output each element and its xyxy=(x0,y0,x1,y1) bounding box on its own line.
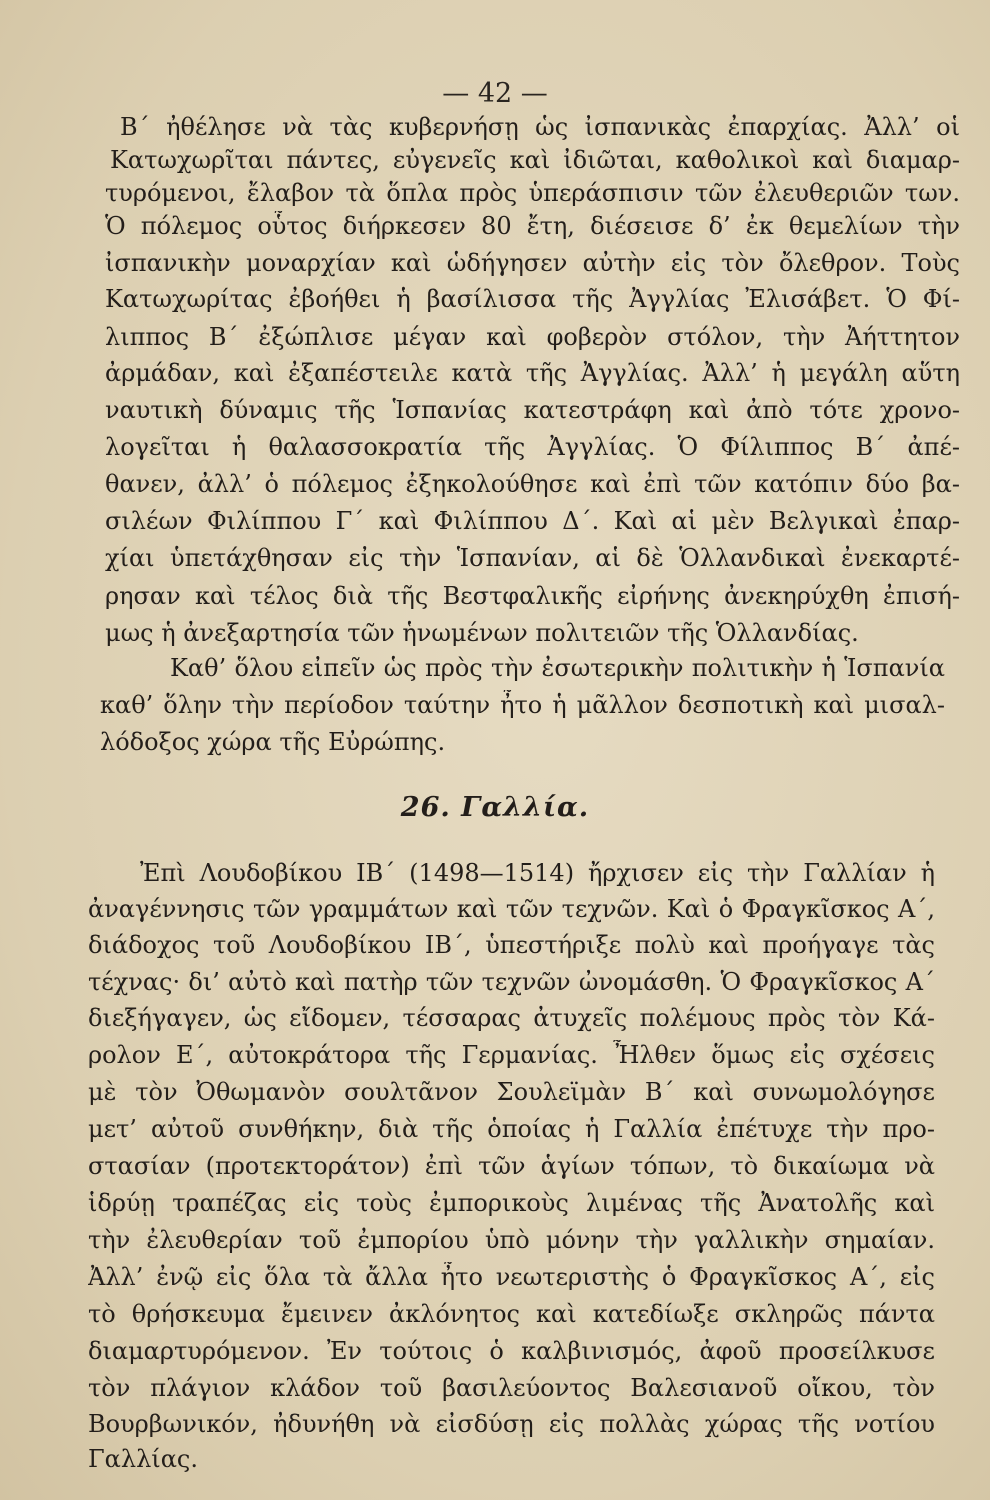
text-line: μως ἡ ἀνεξαρτησία τῶν ἡνωμένων πολιτειῶν τῆς Ὁλλανδίας. xyxy=(105,619,859,647)
text-line: διάδοχος τοῦ Λουδοβίκου ΙΒ΄, ὑπεστήριξε πολὺ καὶ προήγαγε τὰς xyxy=(88,931,935,959)
text-line: ναυτικὴ δύναμις τῆς Ἱσπανίας κατεστράφη καὶ ἀπὸ τότε χρονο- xyxy=(105,396,960,424)
text-line: ρολον Ε΄, αὐτοκράτορα τῆς Γερμανίας. Ἦλθεν ὅμως εἰς σχέσεις xyxy=(88,1041,935,1069)
text-line: ἀναγέννησις τῶν γραμμάτων καὶ τῶν τεχνῶν. Καὶ ὁ Φραγκῖσκος Α΄, xyxy=(88,895,935,923)
text-line: τυρόμενοι, ἔλαβον τὰ ὅπλα πρὸς ὑπεράσπισιν τῶν ἐλευθεριῶν των. xyxy=(105,179,960,207)
text-line: Κατωχωρίτας ἐβοήθει ἡ βασίλισσα τῆς Ἀγγλίας Ἐλισάβετ. Ὁ Φί- xyxy=(105,285,960,313)
text-line: χίαι ὑπετάχθησαν εἰς τὴν Ἱσπανίαν, αἱ δὲ Ὁλλανδικαὶ ἐνεκαρτέ- xyxy=(105,544,960,572)
text-line: Κατωχωρῖται πάντες, εὐγενεῖς καὶ ἰδιῶται, καθολικοὶ καὶ διαμαρ- xyxy=(110,146,960,174)
text-line: λογεῖται ἡ θαλασσοκρατία τῆς Ἀγγλίας. Ὁ Φίλιππος Β΄ ἀπέ- xyxy=(105,433,960,461)
text-line: θανεν, ἀλλ’ ὁ πόλεμος ἐξηκολούθησε καὶ ἐπὶ τῶν κατόπιν δύο βα- xyxy=(105,470,960,498)
text-line: Γαλλίας. xyxy=(88,1445,198,1473)
text-line: Β΄ ἠθέλησε νὰ τὰς κυβερνήσῃ ὡς ἰσπανικὰς ἐπαρχίας. Ἀλλ’ οἱ xyxy=(120,113,960,141)
text-line: ἀρμάδαν, καὶ ἐξαπέστειλε κατὰ τῆς Ἀγγλίας. Ἀλλ’ ἡ μεγάλη αὕτη xyxy=(105,359,960,387)
text-line: Ἀλλ’ ἐνῷ εἰς ὅλα τὰ ἄλλα ἦτο νεωτεριστὴς ὁ Φραγκῖσκος Α΄, εἰς xyxy=(88,1263,935,1291)
text-line: Ἐπὶ Λουδοβίκου ΙΒ΄ (1498—1514) ἤρχισεν εἰς τὴν Γαλλίαν ἡ xyxy=(140,859,935,887)
text-line: ρησαν καὶ τέλος διὰ τῆς Βεστφαλικῆς εἰρήνης ἀνεκηρύχθη ἐπισή- xyxy=(105,582,960,610)
text-line: τὸ θρήσκευμα ἔμεινεν ἀκλόνητος καὶ κατεδίωξε σκληρῶς πάντα xyxy=(88,1300,935,1328)
text-line: καθ’ ὅλην τὴν περίοδον ταύτην ἦτο ἡ μᾶλλον δεσποτικὴ καὶ μισαλ- xyxy=(100,691,945,719)
text-line: τὴν ἐλευθερίαν τοῦ ἐμπορίου ὑπὸ μόνην τὴν γαλλικὴν σημαίαν. xyxy=(88,1226,935,1254)
section-heading: 26. Γαλλία. xyxy=(400,792,590,823)
text-line: ἱδρύῃ τραπέζας εἰς τοὺς ἐμπορικοὺς λιμένας τῆς Ἀνατολῆς καὶ xyxy=(88,1189,935,1217)
text-line: τὸν πλάγιον κλάδον τοῦ βασιλεύοντος Βαλεσιανοῦ οἴκου, τὸν xyxy=(88,1374,935,1402)
text-line: τέχνας· δι’ αὐτὸ καὶ πατὴρ τῶν τεχνῶν ὠνομάσθη. Ὁ Φραγκῖσκος Α΄ xyxy=(88,968,935,996)
page-number: — 42 — xyxy=(442,78,548,109)
text-line: Καθ’ ὅλου εἰπεῖν ὡς πρὸς τὴν ἐσωτερικὴν πολιτικὴν ἡ Ἱσπανία xyxy=(170,654,945,682)
text-line: μετ’ αὐτοῦ συνθήκην, διὰ τῆς ὁποίας ἡ Γαλλία ἐπέτυχε τὴν προ- xyxy=(88,1115,935,1143)
text-line: διαμαρτυρόμενον. Ἐν τούτοις ὁ καλβινισμός, ἀφοῦ προσείλκυσε xyxy=(88,1337,935,1365)
text-line: μὲ τὸν Ὀθωμανὸν σουλτᾶνον Σουλεϊμὰν Β΄ καὶ συνωμολόγησε xyxy=(88,1078,935,1106)
text-line: Βουρβωνικόν, ἠδυνήθη νὰ εἰσδύσῃ εἰς πολλὰς χώρας τῆς νοτίου xyxy=(88,1410,935,1438)
text-line: Ὁ πόλεμος οὗτος διήρκεσεν 80 ἔτη, διέσεισε δ’ ἐκ θεμελίων τὴν xyxy=(105,212,960,240)
text-line: σιλέων Φιλίππου Γ΄ καὶ Φιλίππου Δ΄. Καὶ αἱ μὲν Βελγικαὶ ἐπαρ- xyxy=(105,507,960,535)
text-line: στασίαν (προτεκτοράτον) ἐπὶ τῶν ἁγίων τόπων, τὸ δικαίωμα νὰ xyxy=(88,1152,935,1180)
text-line: ἰσπανικὴν μοναρχίαν καὶ ὡδήγησεν αὐτὴν εἰς τὸν ὄλεθρον. Τοὺς xyxy=(105,249,960,277)
text-line: λιππος Β΄ ἐξώπλισε μέγαν καὶ φοβερὸν στόλον, τὴν Ἀήττητον xyxy=(105,323,960,351)
text-line: διεξήγαγεν, ὡς εἴδομεν, τέσσαρας ἀτυχεῖς πολέμους πρὸς τὸν Κά- xyxy=(88,1004,935,1032)
text-line: λόδοξος χώρα τῆς Εὐρώπης. xyxy=(100,728,446,756)
